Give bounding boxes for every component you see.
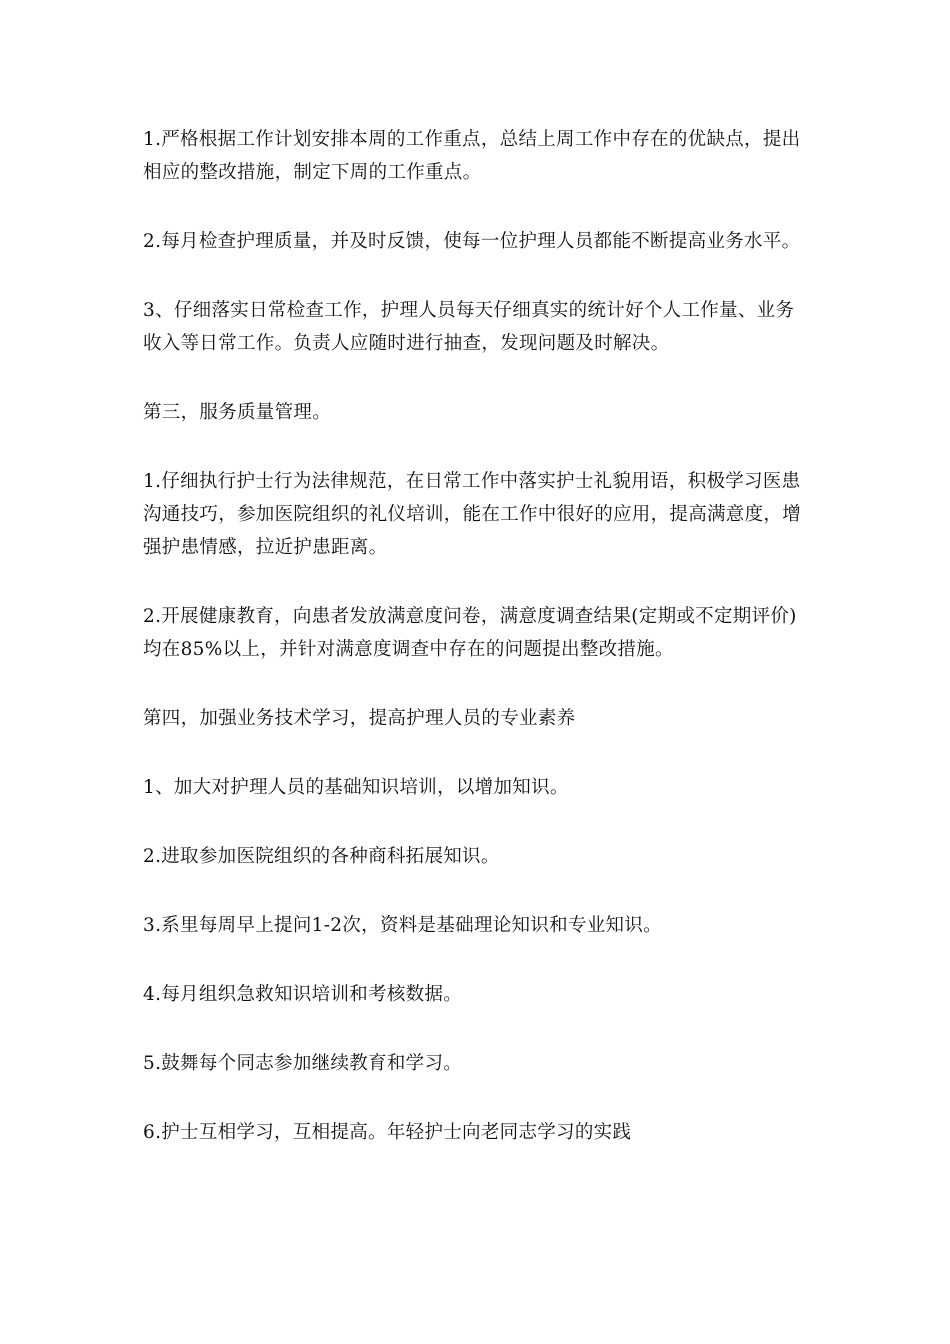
paragraph-10: 5.鼓舞每个同志参加继续教育和学习。 [143,1053,463,1074]
paragraph-9: 4.每月组织急救知识培训和考核数据。 [143,984,463,1005]
section-heading-4: 第四，加强业务技术学习，提高护理人员的专业素养 [143,708,576,729]
paragraph-8: 3.系里每周早上提问1-2次，资料是基础理论知识和专业知识。 [143,915,662,936]
paragraph-2: 2.每月检查护理质量，并及时反馈，使每一位护理人员都能不断提高业务水平。 [143,231,801,252]
paragraph-11: 6.护士互相学习，互相提高。年轻护士向老同志学习的实践 [143,1122,632,1143]
paragraph-6: 1、加大对护理人员的基础知识培训，以增加知识。 [143,777,569,798]
paragraph-5: 2.开展健康教育，向患者发放满意度问卷，满意度调查结果(定期或不定期评价)均在85%以上，并针对满意度调查中存在的问题提出整改措施。 [143,606,797,660]
paragraph-1: 1.严格根据工作计划安排本周的工作重点，总结上周工作中存在的优缺点，提出相应的整改措施，制定下周的工作重点。 [143,129,801,183]
paragraph-7: 2.进取参加医院组织的各种商科拓展知识。 [143,846,500,867]
paragraph-3: 3、仔细落实日常检查工作，护理人员每天仔细真实的统计好个人工作量、业务收入等日常工作。负责人应随时进行抽查，发现问题及时解决。 [143,300,795,354]
section-heading-3: 第三，服务质量管理。 [143,402,332,423]
paragraph-4: 1.仔细执行护士行为法律规范，在日常工作中落实护士礼貌用语，积极学习医患沟通技巧，参加医院组织的礼仪培训，能在工作中很好的应用，提高满意度，增强护患情感，拉近护患距离。 [143,471,802,558]
document-body [143,123,813,1185]
